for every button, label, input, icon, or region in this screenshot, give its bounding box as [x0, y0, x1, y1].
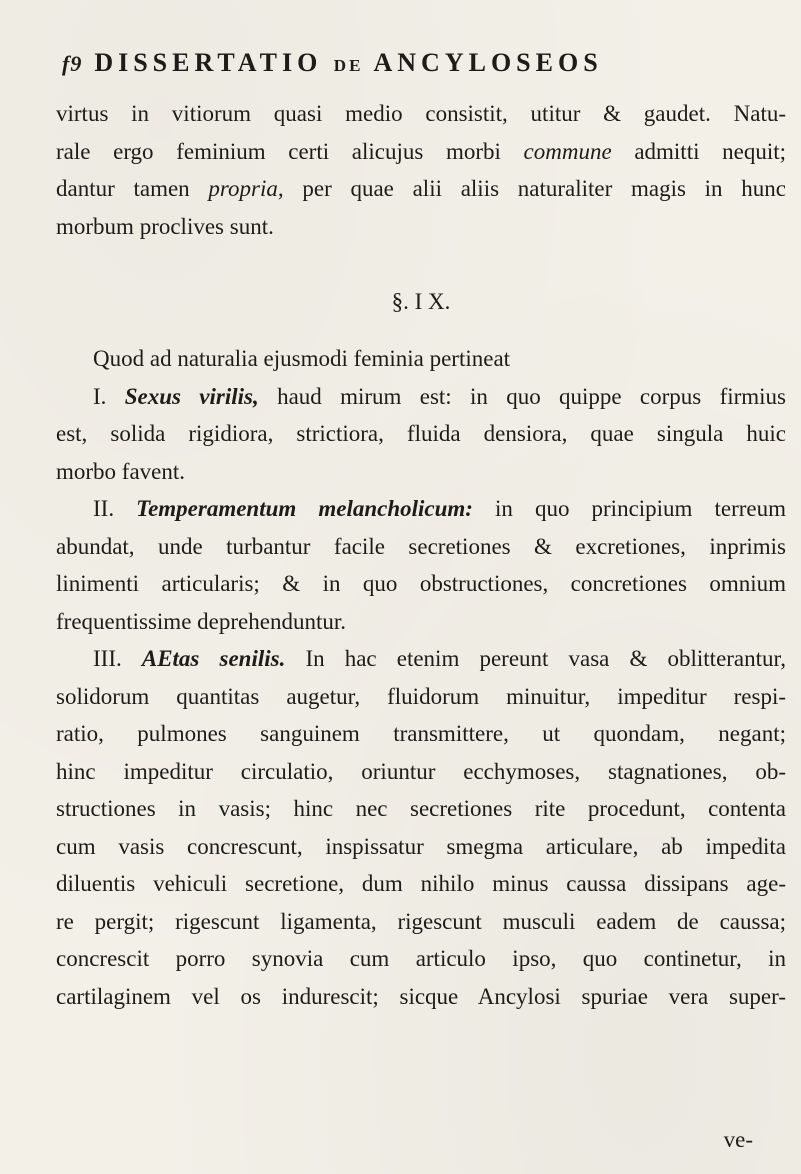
text-line: concrescit porro synovia cum articulo ipso, quo continetur, in: [56, 946, 786, 971]
running-title-part1: DISSERTATIO: [94, 48, 323, 77]
running-title-part2: ANCYLOSEOS: [373, 48, 603, 77]
item-number: I.: [93, 383, 107, 409]
running-title: [94, 48, 602, 78]
text-span: admitti nequit;: [634, 138, 786, 164]
text-line: [56, 133, 786, 171]
text-line: solidorum quantitas augetur, fluidorum minuitur, impeditur respi-: [56, 683, 786, 709]
item-term: AEtas senilis.: [141, 646, 286, 671]
text-line: abundat, unde turbantur facile secretiones & excretiones, inprimis: [56, 533, 786, 559]
text-line: linimenti articularis; & in quo obstructiones, concretiones omnium: [56, 571, 786, 596]
section-heading: §. I X.: [391, 288, 451, 314]
text-line: diluentis vehiculi secretione, dum nihilo minus caussa dissipans age-: [56, 871, 786, 896]
text-line: hinc impeditur circulatio, oriuntur ecchymoses, stagnationes, ob-: [56, 758, 786, 784]
text-line: frequentissime deprehenduntur.: [56, 608, 346, 634]
item-number: II.: [93, 496, 115, 521]
running-title-de: DE: [333, 56, 364, 75]
text-line: [56, 170, 786, 208]
text-line: morbo favent.: [56, 458, 186, 484]
item-number: III.: [93, 646, 122, 671]
item-term: Sexus virilis,: [124, 383, 259, 409]
text-line: cum vasis concrescunt, inspissatur smegma articulare, ab impedita: [56, 833, 786, 859]
text-line: re pergit; rigescunt ligamenta, rigescunt musculi eadem de caussa;: [56, 908, 786, 934]
text-span: rale ergo feminium certi alicujus morbi: [56, 138, 501, 164]
text-line: virtus in vitiorum quasi medio consistit, utitur & gaudet. Natu-: [56, 101, 786, 126]
text-span: In hac etenim pereunt vasa & oblitterantur,: [305, 646, 786, 671]
text-line: est, solida rigidiora, strictiora, fluida densiora, quae singula huic: [56, 421, 786, 446]
list-item-1: [56, 378, 786, 416]
text-span: in quo principium terreum: [495, 496, 786, 521]
text-span: haud mirum est: in quo quippe corpus firmius: [277, 383, 786, 409]
running-header: [62, 48, 782, 88]
text-span: dantur tamen: [56, 176, 190, 201]
italic-term: propria,: [208, 176, 284, 201]
italic-term: commune: [523, 138, 612, 164]
text-line: morbum proclives sunt.: [56, 213, 274, 239]
text-line: ratio, pulmones sanguinem transmittere, ut quondam, negant;: [56, 721, 786, 746]
item-term: Temperamentum melancholicum:: [136, 496, 473, 521]
list-item-3: [56, 640, 786, 678]
section-intro: Quod ad naturalia ejusmodi feminia pertineat: [93, 346, 511, 371]
text-line: structiones in vasis; hinc nec secretiones rite procedunt, contenta: [56, 796, 786, 821]
body-text: [56, 95, 786, 1015]
catchword: ve-: [723, 1127, 753, 1152]
list-item-2: [56, 490, 786, 528]
text-span: per quae alii aliis naturaliter magis in hunc: [302, 176, 786, 201]
folio: f9: [62, 51, 83, 76]
text-line: cartilaginem vel os indurescit; sicque Ancylosi spuriae vera super-: [56, 983, 786, 1009]
